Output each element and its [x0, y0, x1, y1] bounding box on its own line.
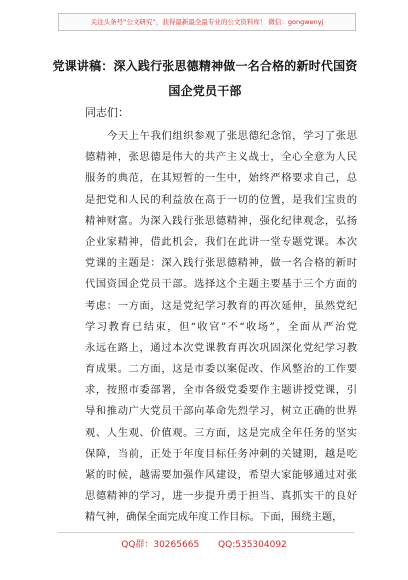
body-line: 紧的时候，越需要加强作风建设，希望大家能够通过对张 [85, 469, 357, 481]
body-line: 代国资国企党员干部。选择这个主题主要基于三个方面的 [85, 278, 357, 291]
body-line: 观、人生观、价值观。三方面，这是完成全年任务的坚实 [85, 426, 357, 439]
body-line: 导和推动广大党员干部向革命先烈学习，树立正确的世界 [85, 405, 357, 418]
body-line: 德精神，张思德是伟大的共产主义战士，全心全意为人民 [85, 151, 357, 164]
document-title-continued: 国企党员干部 [168, 84, 242, 98]
qq-contact-text: QQ:535304092 [218, 540, 287, 550]
document-body [85, 126, 357, 529]
body-line: 永远在路上，通过本次党课教育再次巩固深化党纪学习教 [85, 341, 357, 354]
body-line: 今天上午我们组织参观了张思德纪念馆，学习了张思 [107, 130, 357, 142]
body-line: 企业家精神，借此机会，我们在此讲一堂专题党课。本次 [85, 235, 357, 248]
document-title: 党课讲稿：深入践行张思德精神做一名合格的新时代国资 [52, 59, 358, 73]
body-line: 精神财富。为深入践行张思德精神，强化纪律观念，弘扬 [85, 214, 357, 227]
body-line: 精气神，确保全面完成年度工作目标。下面，围绕主题， [85, 511, 343, 524]
body-line: 服务的典范，在其短暂的一生中，始终严格要求自己，总 [85, 172, 357, 185]
salutation: 同志们： [85, 106, 129, 119]
body-line: 思德精神的学习，进一步提升勇于担当、真抓实干的良好 [85, 490, 357, 503]
body-line: 保障，当前，正处于年度目标任务冲刺的关键期，越是吃 [85, 447, 357, 460]
body-line: 学习教育已结束，但“收官”不“收场”，全面从严治党 [85, 320, 357, 333]
body-line: 育成果。二方面，这是市委以案促改、作风整治的工作要 [85, 363, 357, 376]
promo-header: 关注头条号“公文研究”，获得最新最全最专业的公文资料库！ 微信：gongwenyj [58, 13, 356, 31]
body-line: 求，按照市委部署，全市各级党委要作主题讲授党课，引 [85, 384, 357, 397]
body-line: 是把党和人民的利益放在高于一切的位置，是我们宝贵的 [85, 193, 357, 206]
body-line: 考虑：一方面，这是党纪学习教育的再次延伸，虽然党纪 [85, 299, 357, 312]
qq-group-text: QQ群：30265665 [121, 540, 200, 550]
body-line: 党课的主题是：深入践行张思德精神，做一名合格的新时 [85, 257, 357, 270]
footer-contacts [0, 537, 408, 550]
footer-divider [58, 532, 354, 533]
